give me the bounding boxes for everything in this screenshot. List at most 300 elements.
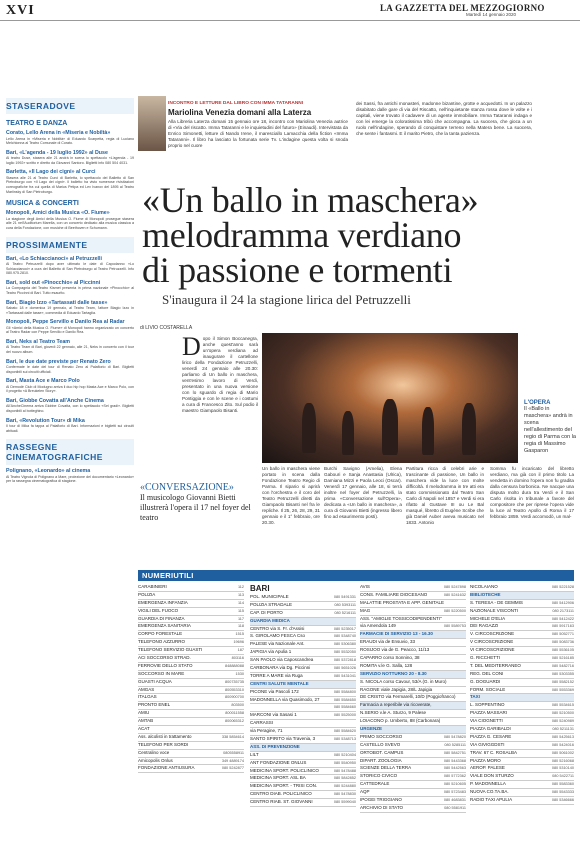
- drop-cap: D: [182, 332, 201, 361]
- event-item: [6, 339, 134, 355]
- phone-label: GUARDIA DI FINANZA: [138, 615, 185, 621]
- event-item: [6, 300, 134, 316]
- phone-number: 080 5052771: [551, 632, 574, 637]
- phone-row: [470, 623, 574, 631]
- phone-label: Ass. alcolisti in trattamento: [138, 733, 192, 739]
- phone-number: 080 5553369: [551, 687, 574, 692]
- phone-number: 080 5220500: [443, 608, 466, 613]
- phone-label: CARRASSI: [250, 720, 274, 726]
- phone-number: 080 5443368: [443, 758, 466, 763]
- phone-number: 080 5346666: [551, 798, 574, 803]
- numeri-col-2-wrap: [250, 584, 356, 807]
- phone-row: [250, 744, 356, 752]
- phone-row: [470, 639, 574, 647]
- phone-row: [138, 631, 244, 639]
- phone-label: AEROP. PALESE: [470, 765, 505, 771]
- phone-row: [360, 765, 466, 773]
- numeri-bari-heading: BARI: [250, 584, 270, 593]
- phone-number: 080 2173111: [552, 608, 574, 613]
- phone-number: 338 5854614: [221, 734, 244, 739]
- phone-number: 080 5210500: [551, 711, 574, 716]
- phone-row: [138, 671, 244, 679]
- phone-row: [360, 758, 466, 766]
- performer-figure: [382, 399, 398, 455]
- phone-label: SAN PAOLO via Caposcandrea: [250, 657, 314, 663]
- phone-label: T. DEL MEDITERRANEO: [470, 662, 521, 668]
- numeri-col-3: [360, 584, 466, 813]
- event-text: Stasera alle 21 al Teatro Curci di Barletta, lo spettacolo del Balletto di San Pietroburgo con «Il Lago dei cigni». Il balletto ha visto numerose rivisitazioni coreografiche fra cui quella di Marius Petipa ed Lev Ivanov del 1895 al Teatro Mariinsky di San Pietroburgo.: [6, 175, 134, 194]
- article-col-1: [182, 332, 258, 414]
- phone-label: CATTEDRALE: [360, 781, 390, 787]
- phone-number: 800011558: [225, 711, 244, 716]
- phone-row: [360, 734, 466, 742]
- phone-label: PIAZZA G. CESARE: [470, 733, 512, 739]
- phone-row: [138, 592, 244, 600]
- phone-number: 080 5306380: [333, 642, 356, 647]
- phone-row: [250, 791, 356, 799]
- event-text: La stagione degli Amici della Musica O. Fiume di Monopoli prosegue stasera alle 21 nell'Auditorium Marella, con un concerto dedicato alla musica classica a cura della Fondazione, con musiche di Beethoven e Schumann.: [6, 216, 134, 230]
- event-text: Sabato 18 e domenica 19 gennaio, al Teatro Team, l'attore Biagio Izzo in «Tartassati dalle tasse», commedia di Eduardo Tartaglia.: [6, 306, 134, 315]
- phone-row: [360, 702, 466, 710]
- phone-row: [470, 718, 574, 726]
- phone-label: POL. MUNICIPALE: [250, 594, 289, 599]
- phone-number: 080 5348740: [333, 634, 356, 639]
- phone-number: 080 5216068: [551, 758, 574, 763]
- box-headline: Mariolina Venezia domani alla Laterza: [168, 108, 312, 117]
- phone-number: 080 5599040: [333, 800, 356, 805]
- phone-number: 118: [237, 624, 244, 629]
- phone-row: [360, 710, 466, 718]
- event-item: [6, 256, 134, 276]
- event-text: Lello Arena in «Miseria e Nobiltà» di Eduardo Scarpetta, regia di Luciano Melchionna al Teatro Comunale di Corato.: [6, 136, 134, 146]
- phone-row: [360, 616, 466, 624]
- phone-number: 080 5422711: [552, 774, 574, 779]
- phone-label: BIBLIOTECHE: [470, 591, 501, 597]
- phone-label: URGENZE: [360, 726, 383, 732]
- phone-label: ROSIJOO via de G. Peacco, 11/13: [360, 647, 430, 653]
- phone-label: IPOGEI TRIGGIANO: [360, 797, 402, 803]
- phone-label: ASS. DI PREVENZIONE: [250, 743, 300, 749]
- phone-number: 112: [237, 585, 244, 589]
- phone-label: EMERGENZA SANITARIA: [138, 623, 191, 629]
- phone-row: [250, 602, 356, 610]
- event-text: Al teatro Duse, stasera alle 21 andrà in scena lo spettacolo «L'agenda - 19 luglio 1992» scritto e diretto da Giovanni Santoro. Biglietti info 080 504 4031.: [6, 156, 134, 165]
- phone-row: [250, 712, 356, 720]
- phone-label: CORPO FORESTALE: [138, 631, 183, 637]
- phone-row: [138, 639, 244, 647]
- phone-row: [138, 663, 244, 671]
- event-title: Bari, «Revolution Tour» di Mika: [6, 417, 85, 424]
- pull-quote-head: «CONVERSAZIONE»: [140, 482, 234, 493]
- phone-label: TAXI: [470, 694, 480, 700]
- box-kicker: INCONTRO E LETTURE DAL LIBRO CON IMMA TATARANNI: [168, 101, 304, 106]
- phone-number: 080 5534615: [551, 703, 574, 708]
- phone-label: AMIU: [138, 710, 150, 716]
- phone-label: AMTAB: [138, 718, 154, 724]
- phone-label: TELEFONO AZZURRO: [138, 639, 186, 645]
- phone-row: [360, 655, 466, 663]
- phone-number: 080 5242877: [221, 766, 244, 771]
- phone-row: [250, 728, 356, 736]
- phone-number: 080 5412422: [551, 616, 574, 621]
- phone-number: 080 5584620: [333, 729, 356, 734]
- phone-number: 080 5584660: [333, 705, 356, 710]
- event-item: [6, 280, 134, 296]
- numeri-utili-title: NUMERIUTILI: [142, 571, 194, 580]
- phone-label: PALESE via Nazionale Ant.: [250, 641, 305, 647]
- phone-number: 080 5491331: [333, 595, 356, 599]
- phone-number: 080 5917163: [551, 624, 574, 629]
- phone-row: [470, 679, 574, 687]
- phone-label: G. RICCHETTI: [470, 655, 500, 661]
- phone-label: SOCCORSO IN MARE: [138, 670, 185, 676]
- phone-row: [138, 616, 244, 624]
- phone-row: [470, 773, 574, 781]
- numeri-col-1: [138, 584, 244, 773]
- phone-number: 080 5210404: [333, 752, 356, 757]
- numeri-col-4: [470, 584, 574, 805]
- phone-label: STORICO CIVICO: [360, 773, 398, 779]
- phone-label: LILT: [250, 751, 259, 757]
- phone-label: S. GIROLAMO FESCA Cso: [250, 633, 306, 639]
- phone-row: [360, 805, 466, 813]
- phone-label: PRIMO SOCCORSO: [360, 733, 403, 739]
- article-deck: S'inaugura il 24 la stagione lirica del Petruzzelli: [162, 292, 411, 307]
- phone-row: [250, 641, 356, 649]
- phone-number: 080 5482716: [551, 663, 574, 668]
- caption-text: Il «Ballo in maschera» andrà in scena nell'allestimento del regio di Parma con la regia di Massimo Gasparon: [524, 406, 576, 454]
- phone-label: MICHELE D'ELIA: [470, 615, 506, 621]
- phone-number: 080 5393111: [334, 602, 356, 607]
- phone-row: [250, 704, 356, 712]
- phone-row: [360, 671, 466, 679]
- phone-label: MADONNELLA via Quasimodo, 27: [250, 696, 320, 702]
- author-photo: [138, 96, 166, 151]
- phone-row: [470, 765, 574, 773]
- phone-label: CENTRO RIAB. ST. GIOVANNI: [250, 799, 313, 805]
- phone-label: ACAT: [138, 726, 150, 732]
- phone-row: [360, 773, 466, 781]
- event-title: Bari, sold out «Pinocchio» al Piccinni: [6, 279, 101, 286]
- event-item: [6, 150, 134, 166]
- phone-label: POLIZIA STRADALE: [250, 601, 293, 607]
- opera-stage-photo: [262, 333, 518, 463]
- phone-label: RAGONE viale Japigia, 28/L Japigia: [360, 686, 433, 692]
- phone-row: [360, 639, 466, 647]
- phone-label: PIAZZA MASSARI: [470, 710, 508, 716]
- phone-label: VI CIRCOSCRIZIONE: [470, 647, 515, 653]
- phone-label: ORTOBOT. CAMPUS: [360, 749, 404, 755]
- box-text-col2: dei Sassi, fra antichi monasteri, madonne bizantine, grotte e acquedotti. In un palazzo disabitato dalle gare di via del Riscatto, nell'inquietante stanza rossa dove le volte e i capitali, viene trovato il cadavere di un agente immobiliare. Imma Tataranni indaga e con lei emerge la coloratissima tribù che accompagna. La suocera, che gioca a un ruolo nell'indagine, sperando di conquistare terreno nella Matera bene. La suocera, che sente i fantasmi. E il marito Pietro, che la tanta pazienza.: [356, 101, 532, 136]
- article-col-1-text: opo il Simon Boccanegra, anche quest'anno sarà un'opera verdiana ad inaugurare il cartellone lirico della Fondazione Petruzzelli, venerdì 24 gennaio alle 20.30: parliamo di Un ballo in maschera, vent'esimo lavoro di Verdi, presentato in una nuova versione con lo sguardo di regia di Mario Pontiggia e con le scene e i costumi a cura di Francesco Zito. Sul podio il maestro Giampaolo Bisanti.: [182, 336, 258, 413]
- phone-label: AQP: [360, 789, 370, 795]
- teatro-list: [6, 130, 134, 194]
- phone-number: 080 4683831: [443, 798, 466, 803]
- performer-figure: [422, 407, 434, 455]
- phone-label: Amicopolis Onlus: [138, 757, 173, 763]
- phone-label: CAPARRO corso Sonnino, 38: [360, 655, 420, 661]
- numeri-col-2: [250, 594, 356, 807]
- event-item: [6, 468, 134, 484]
- page-header: [0, 0, 580, 21]
- prossimamente-list: [6, 256, 134, 434]
- phone-row: [360, 663, 466, 671]
- phone-row: [138, 647, 244, 655]
- phone-row: [138, 718, 244, 726]
- phone-row: [250, 594, 356, 602]
- phone-row: [470, 631, 574, 639]
- phone-row: [138, 679, 244, 687]
- event-title: Bari, «L'agenda - 19 luglio 1992» al Duse: [6, 149, 108, 156]
- phone-row: [138, 742, 244, 750]
- phone-row: [138, 702, 244, 710]
- phone-number: 080 5285111: [444, 742, 466, 747]
- event-text: La Compagnia del Teatro Kismet presenta in prima nazionale «Pinocchio» al Teatro Piccinni di Bari. Tutto esaurito.: [6, 286, 134, 295]
- issue-date: Martedì 14 gennaio 2020: [466, 12, 517, 17]
- phone-label: P. MADONNELLA: [470, 781, 506, 787]
- phone-number: 080 5540950: [333, 760, 356, 765]
- phone-number: 800735735: [224, 679, 244, 684]
- rassegne-heading: RASSEGNE CINEMATOGRAFICHE: [6, 439, 134, 465]
- phone-number: 080 5431041: [333, 673, 356, 678]
- phone-number: 114: [237, 600, 244, 605]
- phone-row: [360, 600, 466, 608]
- phone-label: FORM. SOCIALE: [470, 686, 506, 692]
- phone-number: 800900700: [224, 695, 244, 700]
- phone-number: 080 5582152: [551, 679, 574, 684]
- teatro-heading: TEATRO E DANZA: [6, 120, 68, 127]
- phone-number: 080 5584650: [333, 697, 356, 702]
- phone-label: VIALE DON STURZO: [470, 773, 514, 779]
- title-line-3: di passione e tormenti: [142, 250, 453, 290]
- phone-number: 080 5581911: [444, 805, 466, 810]
- phone-label: DE CRISTO via Fermarelli, 10/D (Poggiofranco): [360, 694, 456, 700]
- phone-number: 113: [237, 592, 244, 597]
- phone-number: 1515: [235, 632, 244, 637]
- phone-label: NICOLAIANO: [470, 584, 498, 589]
- phone-label: G. DOGUARDI: [470, 678, 501, 684]
- phone-row: [250, 681, 356, 689]
- phone-number: 080 5210605: [443, 782, 466, 787]
- phone-label: CENTRO via S. Fr. d'Assisi: [250, 625, 305, 631]
- phone-number: 080 5425613: [551, 734, 574, 739]
- phone-number: 080 5241632: [443, 592, 466, 597]
- article-col-2: Un ballo in maschera viene portato in scena dalla Fondazione Teatro Regio di Parma. Il sipario si aprirà con l'orchestra e il coro del Teatro Petruzzelli diretti da Giampaolo Bisanti nel fra le repliche. Il 25, 26, 28, 29, 31 gennaio e il 1° febbraio, ore 20.30.: [262, 466, 320, 525]
- phone-number: 800065312: [224, 719, 244, 724]
- phone-label: ROMITA v.le G. Salla, 128: [360, 662, 413, 668]
- event-item: [6, 359, 134, 375]
- phone-label: SANTO SPIRITO via Travenia, 3: [250, 736, 316, 742]
- phone-row: [360, 608, 466, 616]
- phone-label: CAP. DI PORTO: [250, 609, 283, 615]
- phone-row: [470, 592, 574, 600]
- phone-number: 080 5247898: [443, 585, 466, 589]
- phone-number: 0805558911: [223, 750, 244, 755]
- phone-label: VIA CIOGNETTI: [470, 718, 503, 724]
- phone-row: [470, 726, 574, 734]
- phone-row: [360, 750, 466, 758]
- phone-label: via Peragine, 71: [250, 728, 283, 734]
- phone-label: JAPIGIA via Apulia 1: [250, 649, 292, 655]
- phone-label: ANT FONDAZIONE ONLUS: [250, 759, 307, 765]
- phone-label: GUASTI ACQUA: [138, 678, 172, 684]
- page-number: XVI: [6, 3, 35, 18]
- staseradove-title: STASERADOVE: [6, 98, 134, 114]
- pull-quote-text: Il musicologo Giovanni Bietti illustrerà l'opera il 17 nel foyer del teatro: [140, 493, 251, 522]
- event-item: [6, 378, 134, 394]
- phone-row: [470, 608, 574, 616]
- phone-label: CONS. FAMILIARE DIOCESANO: [360, 591, 428, 597]
- event-title: Bari, Giobbe Covatta all'Anche Cinema: [6, 397, 104, 404]
- phone-row: [360, 797, 466, 805]
- phone-label: SCIENZE DELLA TERRA: [360, 765, 412, 771]
- pull-quote: [140, 482, 258, 523]
- phone-label: ACI SOCCORSO STRAD.: [138, 655, 191, 661]
- phone-row: [470, 655, 574, 663]
- phone-row: [250, 799, 356, 807]
- box-text-col1: Alla Libreria Laterza domani 15 gennaio ore 18, incontro con Mariolina Venezia autrice di «Via del riscatto. Imma Tataranni e le inquietudini del futuro» (Einaudi). Intervistata da Enrico Simonetti, letture di Nando Irene, il maresciallo Lamacchia della fiction «Imma Tataranni». Il libro ha lasciato la fortunata serie Tv. L'indagine questa volta si snoda proprio nel cuore: [168, 119, 348, 148]
- phone-number: 187: [237, 648, 244, 653]
- phone-label: LOIACONO p. Umberto, 88 (Carbonara): [360, 718, 441, 724]
- phone-number: 080 5412906: [551, 600, 574, 605]
- phone-row: [470, 750, 574, 758]
- musica-list: [6, 210, 134, 230]
- phone-label: S. NICOLA corso Cavour, 53/A (G. in Muro): [360, 678, 447, 684]
- phone-label: CENTRO DIAB. POLICLINICO: [250, 791, 312, 797]
- phone-label: NAZIONALE VISCONTI: [470, 607, 519, 613]
- phone-row: [470, 789, 574, 797]
- phone-row: [250, 760, 356, 768]
- phone-label: REG. DEL CONI: [470, 670, 504, 676]
- event-item: [6, 418, 134, 434]
- phone-label: DIPART. ZOOLOGIA: [360, 757, 402, 763]
- phone-label: ASS. "AMIGLIE TOSSICODIPENDENTI": [360, 615, 442, 621]
- phone-row: [360, 781, 466, 789]
- phone-number: 080 5061002: [551, 750, 574, 755]
- phone-label: ITALGAS: [138, 694, 157, 700]
- phone-row: [138, 750, 244, 758]
- phone-number: 349 4889174: [221, 758, 244, 763]
- phone-label: PRONTO ENEL: [138, 702, 171, 708]
- event-text: All'AncheCinema arriva Giobbe Covatta, con lo spettacolo «Sei gradi». Biglietti disponibili al botteghino.: [6, 404, 134, 414]
- phone-label: NUOVA CO.TA.BA.: [470, 789, 509, 795]
- phone-label: ARCHIVIO DI STATO: [360, 804, 404, 810]
- phone-number: 080 5584800: [333, 689, 356, 694]
- event-text: Al Teatro Petruzzelli dopo aver ultimato le date di Capodanno «Lo Schiaccianoci» a cura del Balletto di San Pietroburgo al Teatro Petruzzelli. Info 080.975.2810.: [6, 262, 134, 276]
- phone-number: 080 5083736: [551, 640, 574, 645]
- phone-number: 080 5536105: [551, 648, 574, 653]
- phone-label: Farmacia a reperibile via ricoverate,: [360, 702, 432, 708]
- phone-row: [470, 584, 574, 592]
- phone-row: [360, 694, 466, 702]
- phone-row: [360, 631, 466, 639]
- phone-number: 080 5772362: [443, 774, 466, 779]
- phone-label: TORRE A MARE via Ruga: [250, 672, 303, 678]
- phone-number: 080 5478488: [333, 768, 356, 773]
- phone-row: [250, 752, 356, 760]
- phone-label: ERAUDI via de Ensuvio, 33: [360, 639, 416, 645]
- event-text: Il tour di Mika fa tappa al Palaflorio di Bari. Informazioni e biglietti sui circuiti abituali.: [6, 424, 134, 433]
- performer-figure: [342, 411, 354, 455]
- event-title: Bari, le due date previste per Renato Zero: [6, 358, 111, 365]
- phone-row: [360, 718, 466, 726]
- phone-label: via Amendola 149: [360, 623, 396, 629]
- phone-label: FONDAZIONE ANTIUSURA: [138, 765, 195, 771]
- phone-number: 080 5525000: [333, 713, 356, 718]
- phone-row: [250, 720, 356, 728]
- phone-row: [138, 758, 244, 766]
- phone-number: 080 5348713: [333, 737, 356, 742]
- phone-label: L. SOPPENTINO: [470, 702, 505, 708]
- phone-label: PIAZZA MORO: [470, 757, 501, 763]
- phone-row: [138, 687, 244, 695]
- article-title: [142, 180, 542, 290]
- phone-label: MARCONI via Sasasi 1: [250, 712, 297, 718]
- event-item: [6, 319, 134, 335]
- phone-row: [470, 663, 574, 671]
- phone-number: 803116: [231, 656, 244, 661]
- phone-label: PIAZZA GARIBALDI: [470, 726, 511, 732]
- phone-row: [250, 626, 356, 634]
- event-title: Bari, Masta Ace e Marco Polo: [6, 378, 80, 385]
- phone-label: AMGAS: [138, 686, 155, 692]
- phone-label: EMERGENZA INFANZIA: [138, 599, 188, 605]
- phone-row: [360, 647, 466, 655]
- phone-label: GUARDIA MEDICA: [250, 617, 290, 623]
- event-title: Monopoli, Peppe Servillo e Danilo Rea al Radar: [6, 319, 125, 326]
- photo-caption: [524, 400, 576, 455]
- event-text: Confermate le date del tour di Renato Zero al Palaflorio di Bari. Biglietti disponibili sui circuiti ufficiali.: [6, 365, 134, 374]
- phone-number: 800553310: [224, 687, 244, 692]
- phone-label: VIA GIVIGGDSTI: [470, 741, 505, 747]
- phone-label: VIGILI DEL FUOCO: [138, 607, 179, 613]
- event-item: [6, 398, 134, 414]
- phone-row: [360, 584, 466, 592]
- caption-head: L'OPERA: [524, 400, 551, 406]
- phone-row: [138, 726, 244, 734]
- article-col-3: Burchi Savigno (Amelia), Elena Gabouri e Sanja Anastasia (Ulrica), Damiana Mizzi e Paola Leoci (Oscar). Venerdì 17 gennaio, alle 18, si terrà inoltre nel foyer del Petruzzelli, la prima «Conversazione sull'Opera», dedicata a «Un ballo in maschera», a cura di Giovanni Bietti (ingresso libero fino ad esaurimento posti).: [324, 466, 402, 519]
- event-title: Bari, Biagio Izzo «Tartassati dalle tasse»: [6, 299, 108, 306]
- phone-number: 080 5216111: [334, 610, 356, 615]
- event-title: Bari, «Lo Schiaccianoci» al Petruzzelli: [6, 255, 102, 262]
- phone-label: TELEFONO PER SORDI: [138, 741, 189, 747]
- phone-number: 080 5221528: [551, 585, 574, 589]
- phone-row: [250, 649, 356, 657]
- phone-row: [138, 710, 244, 718]
- phone-label: FERROVIE DELLO STATO: [138, 662, 193, 668]
- phone-number: 19696: [233, 640, 244, 645]
- performer-figure: [462, 403, 476, 455]
- phone-row: [250, 610, 356, 618]
- phone-label: MALATTIE PROSTATA E APP. GENITALE: [360, 599, 445, 605]
- phone-row: [138, 694, 244, 702]
- musica-heading: MUSICA & CONCERTI: [6, 200, 79, 208]
- phone-row: [138, 608, 244, 616]
- phone-label: AVIS: [360, 584, 370, 589]
- phone-number: 080 5244880: [333, 784, 356, 789]
- phone-label: MEDICINA SPORT. POLICLINICO: [250, 767, 319, 773]
- phone-number: 080 5424016: [551, 742, 574, 747]
- phone-number: 080 5211131: [552, 727, 574, 732]
- phone-row: [138, 623, 244, 631]
- phone-row: [250, 665, 356, 673]
- phone-row: [470, 758, 574, 766]
- phone-row: [360, 789, 466, 797]
- phone-number: 080 5303355: [551, 671, 574, 676]
- phone-row: [138, 734, 244, 742]
- phone-number: 080 5240989: [551, 719, 574, 724]
- rassegne-list: [6, 468, 134, 484]
